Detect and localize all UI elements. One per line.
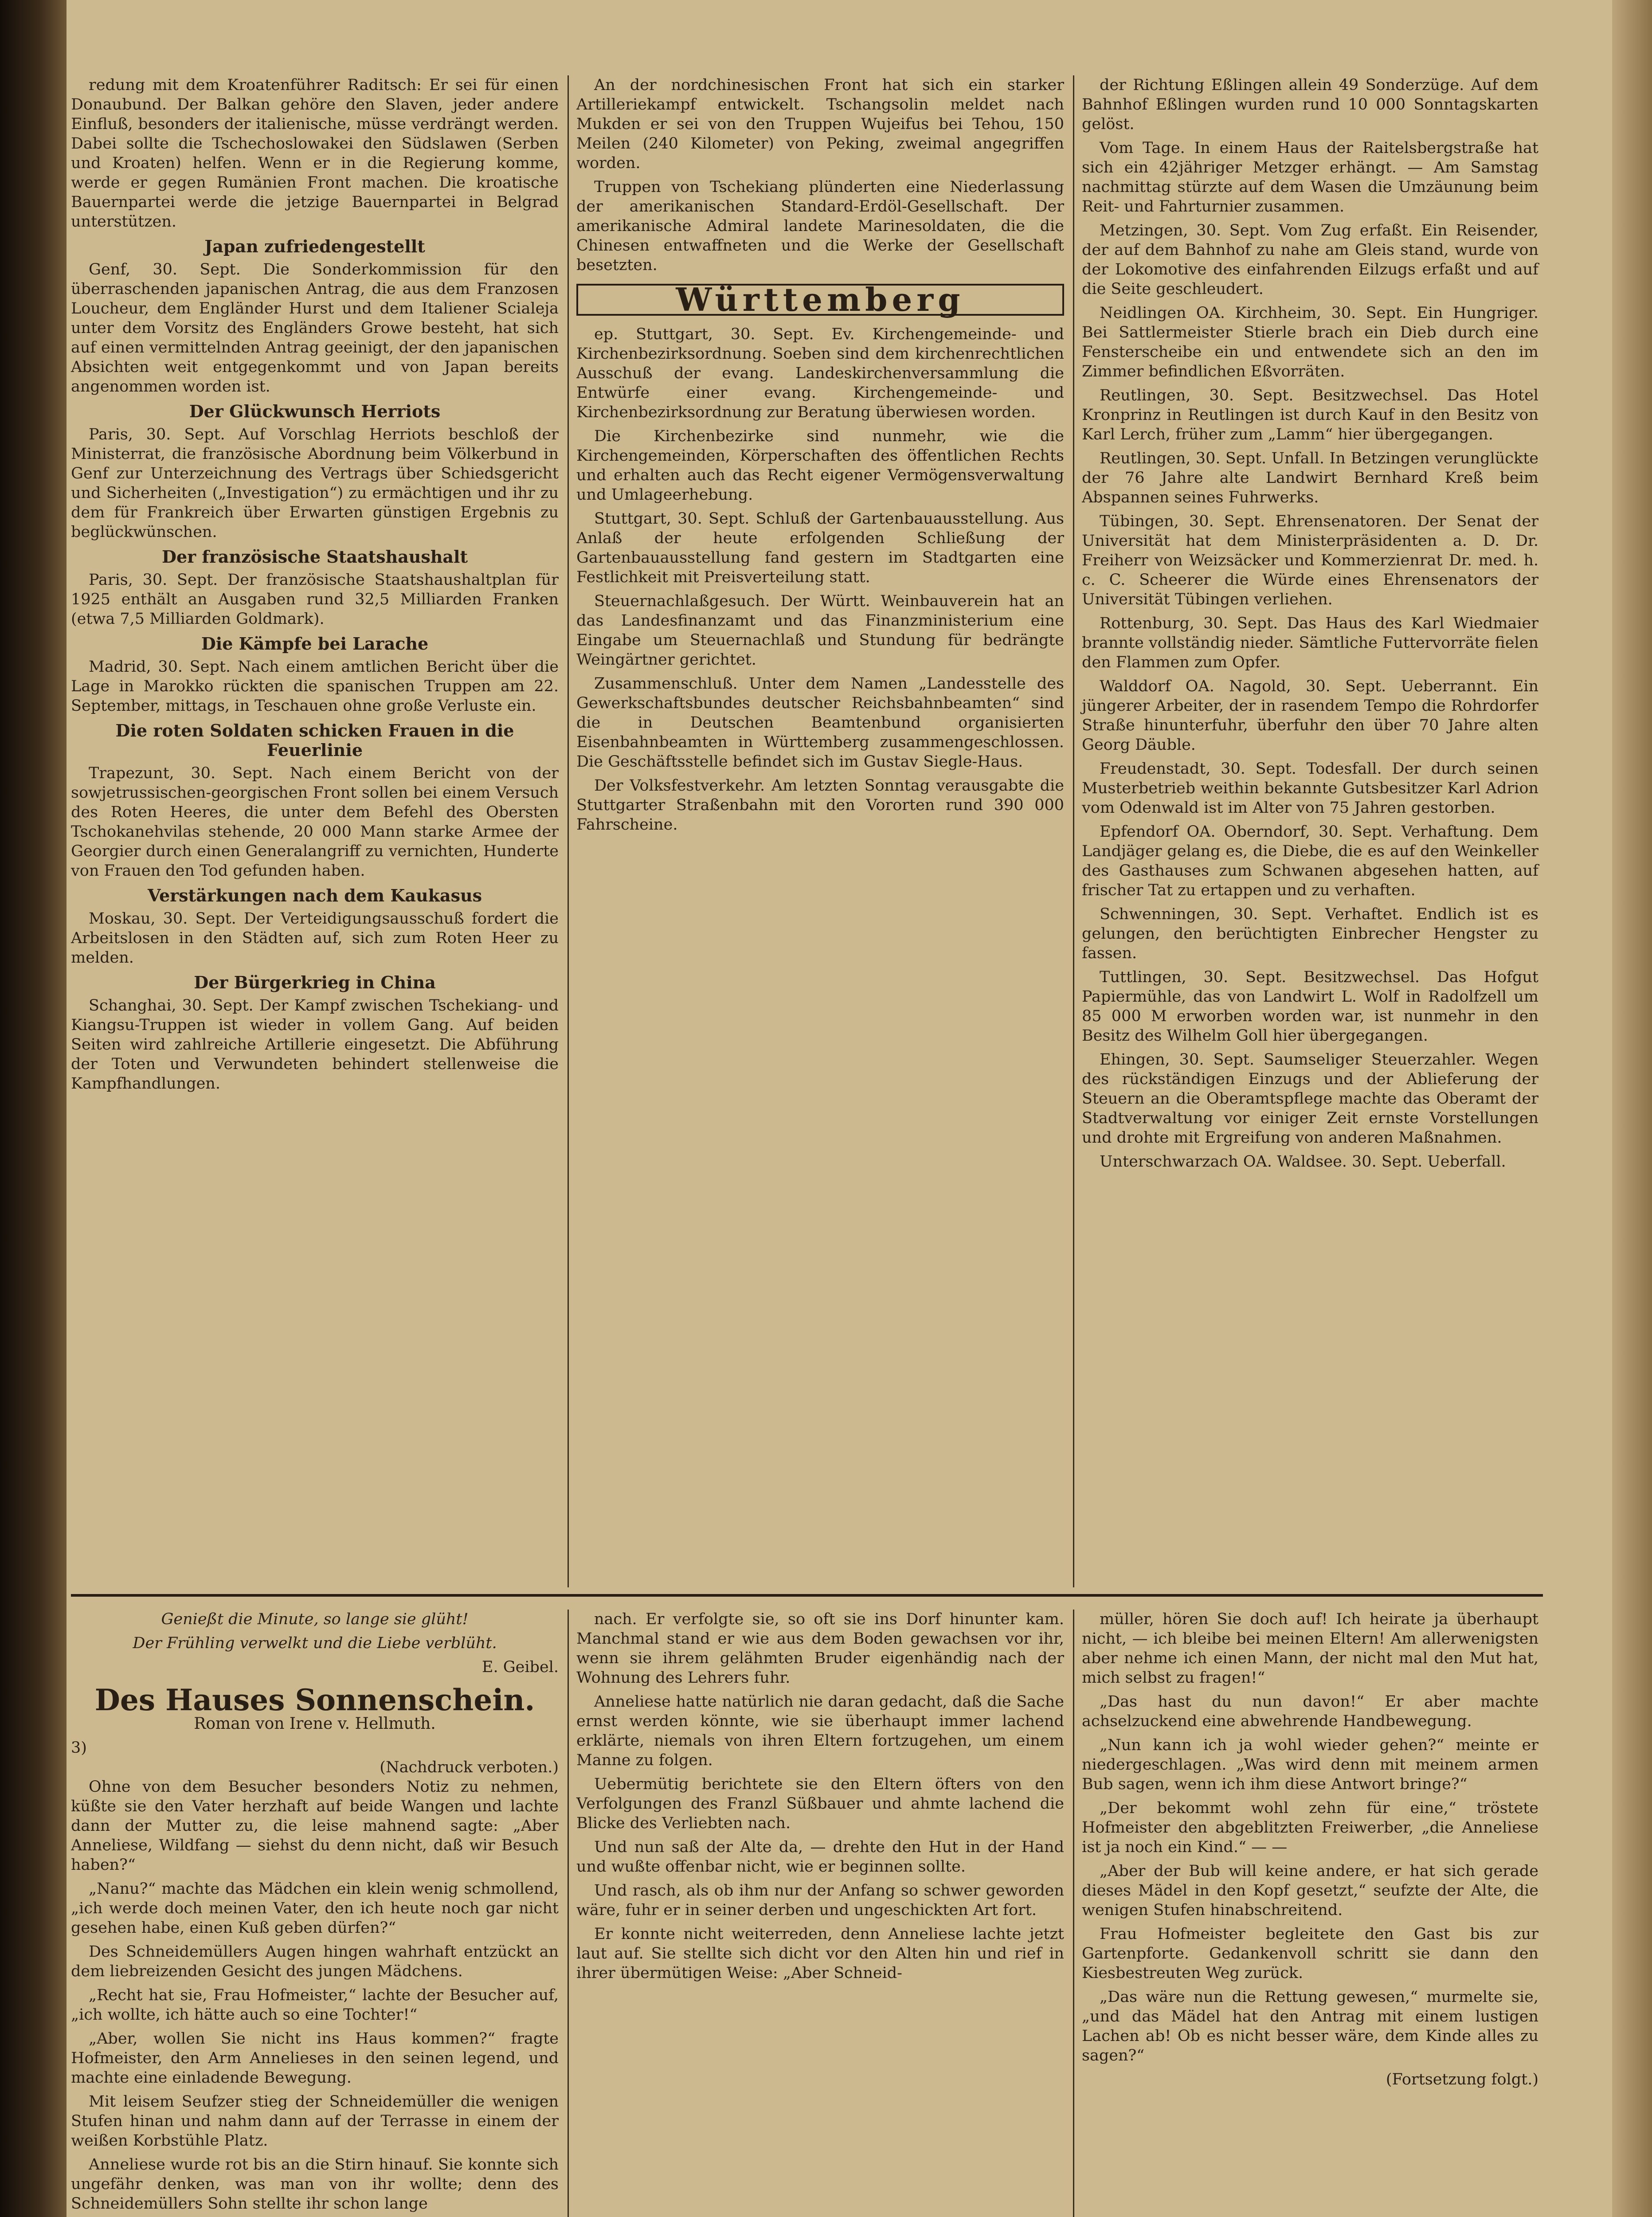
novel-text: nach. Er verfolgte sie, so oft sie ins Dorf hinunter kam. Manchmal stand er wie aus dem Boden gewachsen vor ihr, wenn sie ihrem gelähmten Bruder eigenhändig nach der Wohnung des Lehrers fuhr. [576, 1610, 1064, 1687]
article-text: der Richtung Eßlingen allein 49 Sonderzüge. Auf dem Bahnhof Eßlingen wurden rund 10 000 Sonntagskarten gelöst. [1082, 76, 1538, 133]
section-heading: Württemberg [576, 284, 1064, 316]
article-text: Stuttgart, 30. Sept. Schluß der Gartenbauausstellung. Aus Anlaß der heute erfolgenden Schließung der Gartenbauausstellung fand gestern im Stadtgarten eine Festlichkeit mit Preisverteilung statt. [576, 510, 1064, 586]
article-text: redung mit dem Kroatenführer Raditsch: Er sei für einen Donaubund. Der Balkan gehöre den Slaven, jeder andere Einfluß, besonders der italienische, müsse verdrängt werden. Dabei sollte die Tschechoslowakei den Südslawen (Serben und Kroaten) helfen. Wenn er in die Regierung komme, werde er gegen Rumänien Front machen. Die kroatische Bauernpartei werde die jetzige Bauernpartei in Belgrad unterstützen. [71, 76, 559, 231]
continuation-note: (Fortsetzung folgt.) [1386, 2071, 1538, 2088]
novel-text: Des Schneidemüllers Augen hingen wahrhaft entzückt an dem liebreizenden Gesicht des jungen Mädchens. [71, 1943, 559, 1980]
column-divider [1073, 75, 1074, 1587]
poem-line: Genießt die Minute, so lange sie glüht! [161, 1610, 469, 1628]
article-text: ep. Stuttgart, 30. Sept. Ev. Kirchengemeinde- und Kirchenbezirksordnung. Soeben sind dem kirchenrechtlichen Ausschuß der evang. Landeskirchenversammlung die Entwürfe einer evang. Kirchengemeinde- und Kirchenbezirksordnung zur Beratung überwiesen worden. [576, 325, 1064, 421]
article-text: Epfendorf OA. Oberndorf, 30. Sept. Verhaftung. Dem Landjäger gelang es, die Diebe, die es auf den Weinkeller des Gasthauses zum Schwanen abgesehen hatten, auf frischer Tat zu ertappen und zu verhaften. [1082, 823, 1538, 899]
novel-text: „Nanu?“ machte das Mädchen ein klein wenig schmollend, „ich werde doch meinen Vater, den ich heute noch gar nicht gesehen habe, einen Kuß geben dürfen?“ [71, 1880, 559, 1937]
article-text: Neidlingen OA. Kirchheim, 30. Sept. Ein Hungriger. Bei Sattlermeister Stierle brach ein Dieb durch eine Fensterscheibe ein und entwendete sich an den im Zimmer befindlichen Eßvorräten. [1082, 304, 1538, 380]
article-text: Freudenstadt, 30. Sept. Todesfall. Der durch seinen Musterbetrieb weithin bekannte Gutsbesitzer Karl Adrion vom Odenwald ist im Alter von 75 Jahren gestorben. [1082, 760, 1538, 817]
article-text: Ehingen, 30. Sept. Saumseliger Steuerzahler. Wegen des rückständigen Einzugs und der Ablieferung der Steuern an die Oberamtspflege machte das Oberamt der Stadtverwaltung vor einiger Zeit ernste Vorstellungen und drohte mit Ergreifung von anderen Maßnahmen. [1082, 1051, 1538, 1147]
novel-text: „Aber, wollen Sie nicht ins Haus kommen?“ fragte Hofmeister, den Arm Annelieses in den seinen legend, und machte eine einladende Bewegung. [71, 2030, 559, 2087]
novel-title: Des Hauses Sonnenschein. [94, 1683, 535, 1717]
column-2 [576, 75, 1064, 1587]
headline: Der französische Staatshaushalt [161, 547, 468, 567]
novel-text: Und rasch, als ob ihm nur der Anfang so schwer geworden wäre, fuhr er in seiner derben und ungeschickten Art fort. [576, 1882, 1064, 1919]
poem-line: Der Frühling verwelkt und die Liebe verblüht. [133, 1634, 497, 1652]
novel-text: Ohne von dem Besucher besonders Notiz zu nehmen, küßte sie den Vater herzhaft auf beide Wangen und lachte dann der Mutter zu, die leise mahnend sagte: „Aber Anneliese, Wildfang — siehst du denn nicht, daß wir Besuch haben?“ [71, 1778, 559, 1874]
novel-author: Roman von Irene v. Hellmuth. [194, 1715, 436, 1733]
headline: Die roten Soldaten schicken Frauen in die Feuerlinie [115, 721, 514, 760]
article-text: Paris, 30. Sept. Auf Vorschlag Herriots beschloß der Ministerrat, die französische Abordnung beim Völkerbund in Genf zur Unterzeichnung des Vertrags über Schiedsgericht und Sicherheiten („Investigation“) zu ermächtigen und ihr zu dem für Frankreich über Erwarten günstigen Ergebnis zu beglückwünschen. [71, 426, 559, 541]
article-text: An der nordchinesischen Front hat sich ein starker Artilleriekampf entwickelt. Tschangsolin meldet nach Mukden er sei von den Truppen Wujeifus bei Tehou, 150 Meilen (240 Kilometer) von Peking, zweimal angegriffen worden. [576, 76, 1064, 172]
novel-text: „Nun kann ich ja wohl wieder gehen?“ meinte er niedergeschlagen. „Was wird denn mit meinem armen Bub sagen, wenn ich ihm diese Antwort bringe?“ [1082, 1736, 1538, 1793]
headline: Die Kämpfe bei Larache [201, 634, 429, 654]
column-1 [71, 75, 559, 1587]
article-text: Reutlingen, 30. Sept. Besitzwechsel. Das Hotel Kronprinz in Reutlingen ist durch Kauf in den Besitz von Karl Lerch, früher zum „Lamm“ hier übergegangen. [1082, 387, 1538, 443]
novel-text: Frau Hofmeister begleitete den Gast bis zur Gartenpforte. Gedankenvoll schritt sie dann den Kiesbestreuten Weg zurück. [1082, 1925, 1538, 1982]
copyright-note: (Nachdruck verboten.) [380, 1759, 559, 1776]
article-text: Trapezunt, 30. Sept. Nach einem Bericht von der sowjetrussischen-georgischen Front sollen bei einem Versuch des Roten Heeres, die unter dem Befehl des Obersten Tschokanehvilas stehende, 20 000 Mann starke Armee der Georgier durch einen Generalangriff zu vernichten, Hunderte von Frauen den Tod gefunden haben. [71, 764, 559, 880]
article-text: Metzingen, 30. Sept. Vom Zug erfaßt. Ein Reisender, der auf dem Bahnhof zu nahe am Gleis stand, wurde von der Lokomotive des einfahrenden Eilzugs erfaßt und auf die Seite geschleudert. [1082, 222, 1538, 298]
novel-text: „Der bekommt wohl zehn für eine,“ tröstete Hofmeister den abgeblitzten Freiwerber, „die Anneliese ist ja noch ein Kind.“ — — [1082, 1799, 1538, 1856]
column-3 [1082, 75, 1538, 1587]
novel-text: müller, hören Sie doch auf! Ich heirate ja überhaupt nicht, — ich bleibe bei meinen Eltern! Am allerwenigsten aber nehme ich einen Mann, der nicht mal den Mut hat, mich selbst zu fragen!“ [1082, 1610, 1538, 1687]
article-text: Truppen von Tschekiang plünderten eine Niederlassung der amerikanischen Standard-Erdöl-Gesellschaft. Der amerikanische Admiral landete Marinesoldaten, die die Chinesen entwaffneten und die Werke der Gesellschaft besetzten. [576, 178, 1064, 274]
article-text: Schanghai, 30. Sept. Der Kampf zwischen Tschekiang- und Kiangsu-Truppen ist wieder in vollem Gang. Auf beiden Seiten wird zahlreiche Artillerie eingesetzt. Die Abführung der Toten und Verwundeten behindert stellenweise die Kampfhandlungen. [71, 997, 559, 1093]
novel-text: „Recht hat sie, Frau Hofmeister,“ lachte der Besucher auf, „ich wollte, ich hätte auch so eine Tochter!“ [71, 1986, 559, 2024]
headline: Der Glückwunsch Herriots [189, 401, 441, 421]
article-text: Tübingen, 30. Sept. Ehrensenatoren. Der Senat der Universität hat dem Ministerpräsidenten a. D. Dr. Freiherr von Weizsäcker und Kommerzienrat Dr. med. h. c. C. Scheerer die Würde eines Ehrensenators der Universität Tübingen verliehen. [1082, 513, 1538, 608]
article-text: Reutlingen, 30. Sept. Unfall. In Betzingen verunglückte der 76 Jahre alte Landwirt Bernhard Kreß beim Abspannen seines Fuhrwerks. [1082, 450, 1538, 506]
article-text: Die Kirchenbezirke sind nunmehr, wie die Kirchengemeinden, Körperschaften des öffentlichen Rechts und erhalten auch das Recht eigener Vermögensverwaltung und Umlageerhebung. [576, 427, 1064, 504]
headline: Der Bürgerkrieg in China [194, 972, 436, 992]
article-text: Madrid, 30. Sept. Nach einem amtlichen Bericht über die Lage in Marokko rückten die spanischen Truppen am 22. September, mittags, in Teschauen ohne große Verluste ein. [71, 658, 559, 715]
article-text: Steuernachlaßgesuch. Der Württ. Weinbauverein hat an das Landesfinanzamt und das Finanzministerium eine Eingabe um Steuernachlaß und Stundung für bedrängte Weingärtner gerichtet. [576, 592, 1064, 669]
article-text: Walddorf OA. Nagold, 30. Sept. Ueberrannt. Ein jüngerer Arbeiter, der in rasendem Tempo die Rohrdorfer Straße hinunterfuhr, überfuhr den über 70 Jahre alten Georg Däuble. [1082, 678, 1538, 754]
article-text: Paris, 30. Sept. Der französische Staatshaushaltplan für 1925 enthält an Ausgaben rund 32,5 Milliarden Franken (etwa 7,5 Milliarden Goldmark). [71, 571, 559, 628]
feuilleton-rule [71, 1594, 1543, 1597]
column-divider [568, 75, 569, 1587]
novel-text: Uebermütig berichtete sie den Eltern öfters von den Verfolgungen des Franzl Süßbauer und ahmte lachend die Blicke des Verliebten nach. [576, 1775, 1064, 1832]
article-text: Schwenningen, 30. Sept. Verhaftet. Endlich ist es gelungen, den berüchtigten Einbrecher Hengster zu fassen. [1082, 905, 1538, 962]
headline: Japan zufriedengestellt [204, 236, 425, 256]
novel-text: „Aber der Bub will keine andere, er hat sich gerade dieses Mädel in den Kopf gesetzt,“ seufzte der Alte, die wenigen Stufen hinabschreitend. [1082, 1862, 1538, 1919]
novel-text: „Das wäre nun die Rettung gewesen,“ murmelte sie, „und das Mädel hat den Antrag mit einem lustigen Lachen ab! Ob es nicht besser wäre, dem Kinde alles zu sagen?“ [1082, 1988, 1538, 2064]
article-text: Rottenburg, 30. Sept. Das Haus des Karl Wiedmaier brannte vollständig nieder. Sämtliche Futtervorräte fielen den Flammen zum Opfer. [1082, 615, 1538, 671]
novel-text: Mit leisem Seufzer stieg der Schneidemüller die wenigen Stufen hinan und nahm dann auf der Terrasse in einem der weißen Korbstühle Platz. [71, 2093, 559, 2150]
article-text: Zusammenschluß. Unter dem Namen „Landesstelle des Gewerkschaftsbundes deutscher Reichsbahnbeamten“ sind die in Deutschen Beamtenbund organisierten Eisenbahnbeamten in Württemberg zusammengeschlossen. Die Geschäftsstelle befindet sich im Gustav Siegle-Haus. [576, 675, 1064, 771]
article-text: Vom Tage. In einem Haus der Raitelsbergstraße hat sich ein 42jähriger Metzger erhängt. — Am Samstag nachmittag stürzte auf dem Wasen die Umzäunung beim Reit- und Fahrturnier zusammen. [1082, 139, 1538, 215]
column-divider [1073, 1610, 1074, 2217]
headline: Verstärkungen nach dem Kaukasus [147, 885, 482, 905]
article-text: Tuttlingen, 30. Sept. Besitzwechsel. Das Hofgut Papiermühle, das von Landwirt L. Wolf in Radolfzell um 85 000 M erworben worden war, ist nunmehr in den Besitz des Wilhelm Goll hier übergegangen. [1082, 968, 1538, 1045]
article-text: Genf, 30. Sept. Die Sonderkommission für den überraschenden japanischen Antrag, die aus dem Franzosen Loucheur, dem Engländer Hurst und dem Italiener Scialeja unter dem Vorsitz des Engländers Growe besteht, hat sich auf einen vermittelnden Antrag geeinigt, der den japanischen Absichten weit entgegenkommt und von Japan bereits angenommen worden ist. [71, 261, 559, 396]
novel-text: Anneliese wurde rot bis an die Stirn hinauf. Sie konnte sich ungefähr denken, was man von ihr wollte; denn des Schneidemüllers Sohn stellte ihr schon lange [71, 2156, 559, 2213]
novel-column-3 [1082, 1610, 1538, 2217]
novel-text: „Das hast du nun davon!“ Er aber machte achselzuckend eine abwehrende Handbewegung. [1082, 1693, 1538, 1730]
novel-column-2 [576, 1610, 1064, 2217]
novel-text: Und nun saß der Alte da, — drehte den Hut in der Hand und wußte offenbar nicht, wie er beginnen sollte. [576, 1838, 1064, 1876]
book-spine [0, 0, 67, 2217]
article-text: Unterschwarzach OA. Waldsee. 30. Sept. Ueberfall. [1100, 1153, 1506, 1171]
novel-text: Er konnte nicht weiterreden, denn Anneliese lachte jetzt laut auf. Sie stellte sich dicht vor den Alten hin und rief in ihrer übermütigen Weise: „Aber Schneid- [576, 1925, 1064, 1982]
article-text: Moskau, 30. Sept. Der Verteidigungsausschuß fordert die Arbeitslosen in den Städten auf, sich zum Roten Heer zu melden. [71, 910, 559, 967]
chapter-number: 3) [71, 1739, 87, 1757]
column-divider [568, 1610, 569, 2217]
poem-author: E. Geibel. [482, 1658, 559, 1676]
page-edge [1612, 0, 1652, 2217]
novel-column-1 [71, 1610, 559, 2217]
novel-text: Anneliese hatte natürlich nie daran gedacht, daß die Sache ernst werden könnte, wie sie überhaupt immer lachend erklärte, niemals von ihren Eltern fortzugehen, um einem Manne zu folgen. [576, 1693, 1064, 1769]
article-text: Der Volksfestverkehr. Am letzten Sonntag verausgabte die Stuttgarter Straßenbahn mit den Vororten rund 390 000 Fahrscheine. [576, 777, 1064, 834]
